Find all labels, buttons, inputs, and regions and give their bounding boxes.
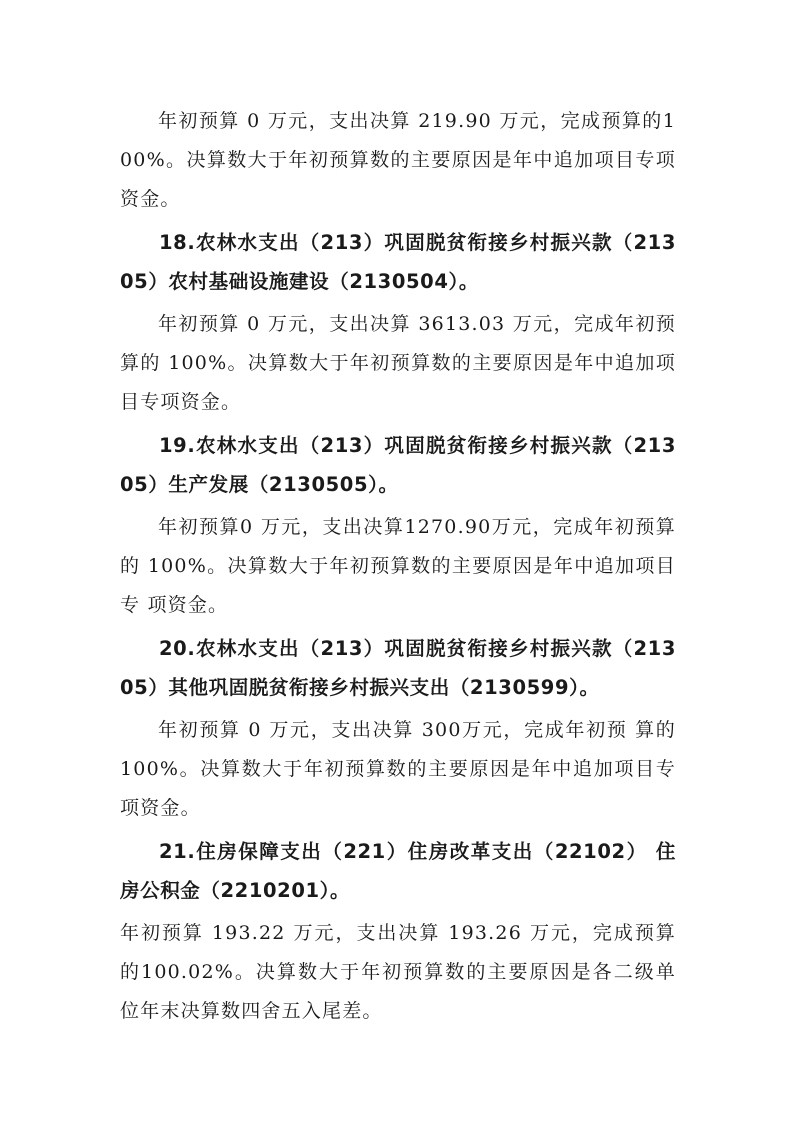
paragraph-20-detail: 年初预算 0 万元，支出决算 300万元，完成年初预 算的 100%。决算数大于年初预算数的主要原因是年中追加项目专项资金。	[120, 719, 676, 819]
paragraph-18-detail: 年初预算 0 万元，支出决算 3613.03 万元，完成年初预算的 100%。决算数大于年初预算数的主要原因是年中追加项目专项资金。	[120, 313, 676, 413]
heading-item-20: 20.农林水支出（213）巩固脱贫衔接乡村振兴款（21305）其他巩固脱贫衔接乡村振兴支出（2130599）。	[120, 637, 676, 699]
paragraph-21-detail: 年初预算 193.22 万元，支出决算 193.26 万元，完成预算的100.02%。决算数大于年初预算数的主要原因是各二级单位年末决算数四舍五入尾差。	[120, 922, 676, 1022]
paragraph-19-detail: 年初预算0 万元，支出决算1270.90万元，完成年初预算的 100%。决算数大于年初预算数的主要原因是年中追加项目专 项资金。	[120, 516, 676, 616]
heading-item-18: 18.农林水支出（213）巩固脱贫衔接乡村振兴款（21305）农村基础设施建设（2130504）。	[120, 231, 676, 293]
heading-item-21: 21.住房保障支出（221）住房改革支出（22102） 住房公积金（2210201）。	[120, 840, 676, 902]
paragraph-17-detail: 年初预算 0 万元，支出决算 219.90 万元，完成预算的100%。决算数大于年初预算数的主要原因是年中追加项目专项资金。	[120, 110, 676, 210]
document-page	[120, 102, 676, 1035]
heading-item-19: 19.农林水支出（213）巩固脱贫衔接乡村振兴款（21305）生产发展（2130505）。	[120, 434, 676, 496]
